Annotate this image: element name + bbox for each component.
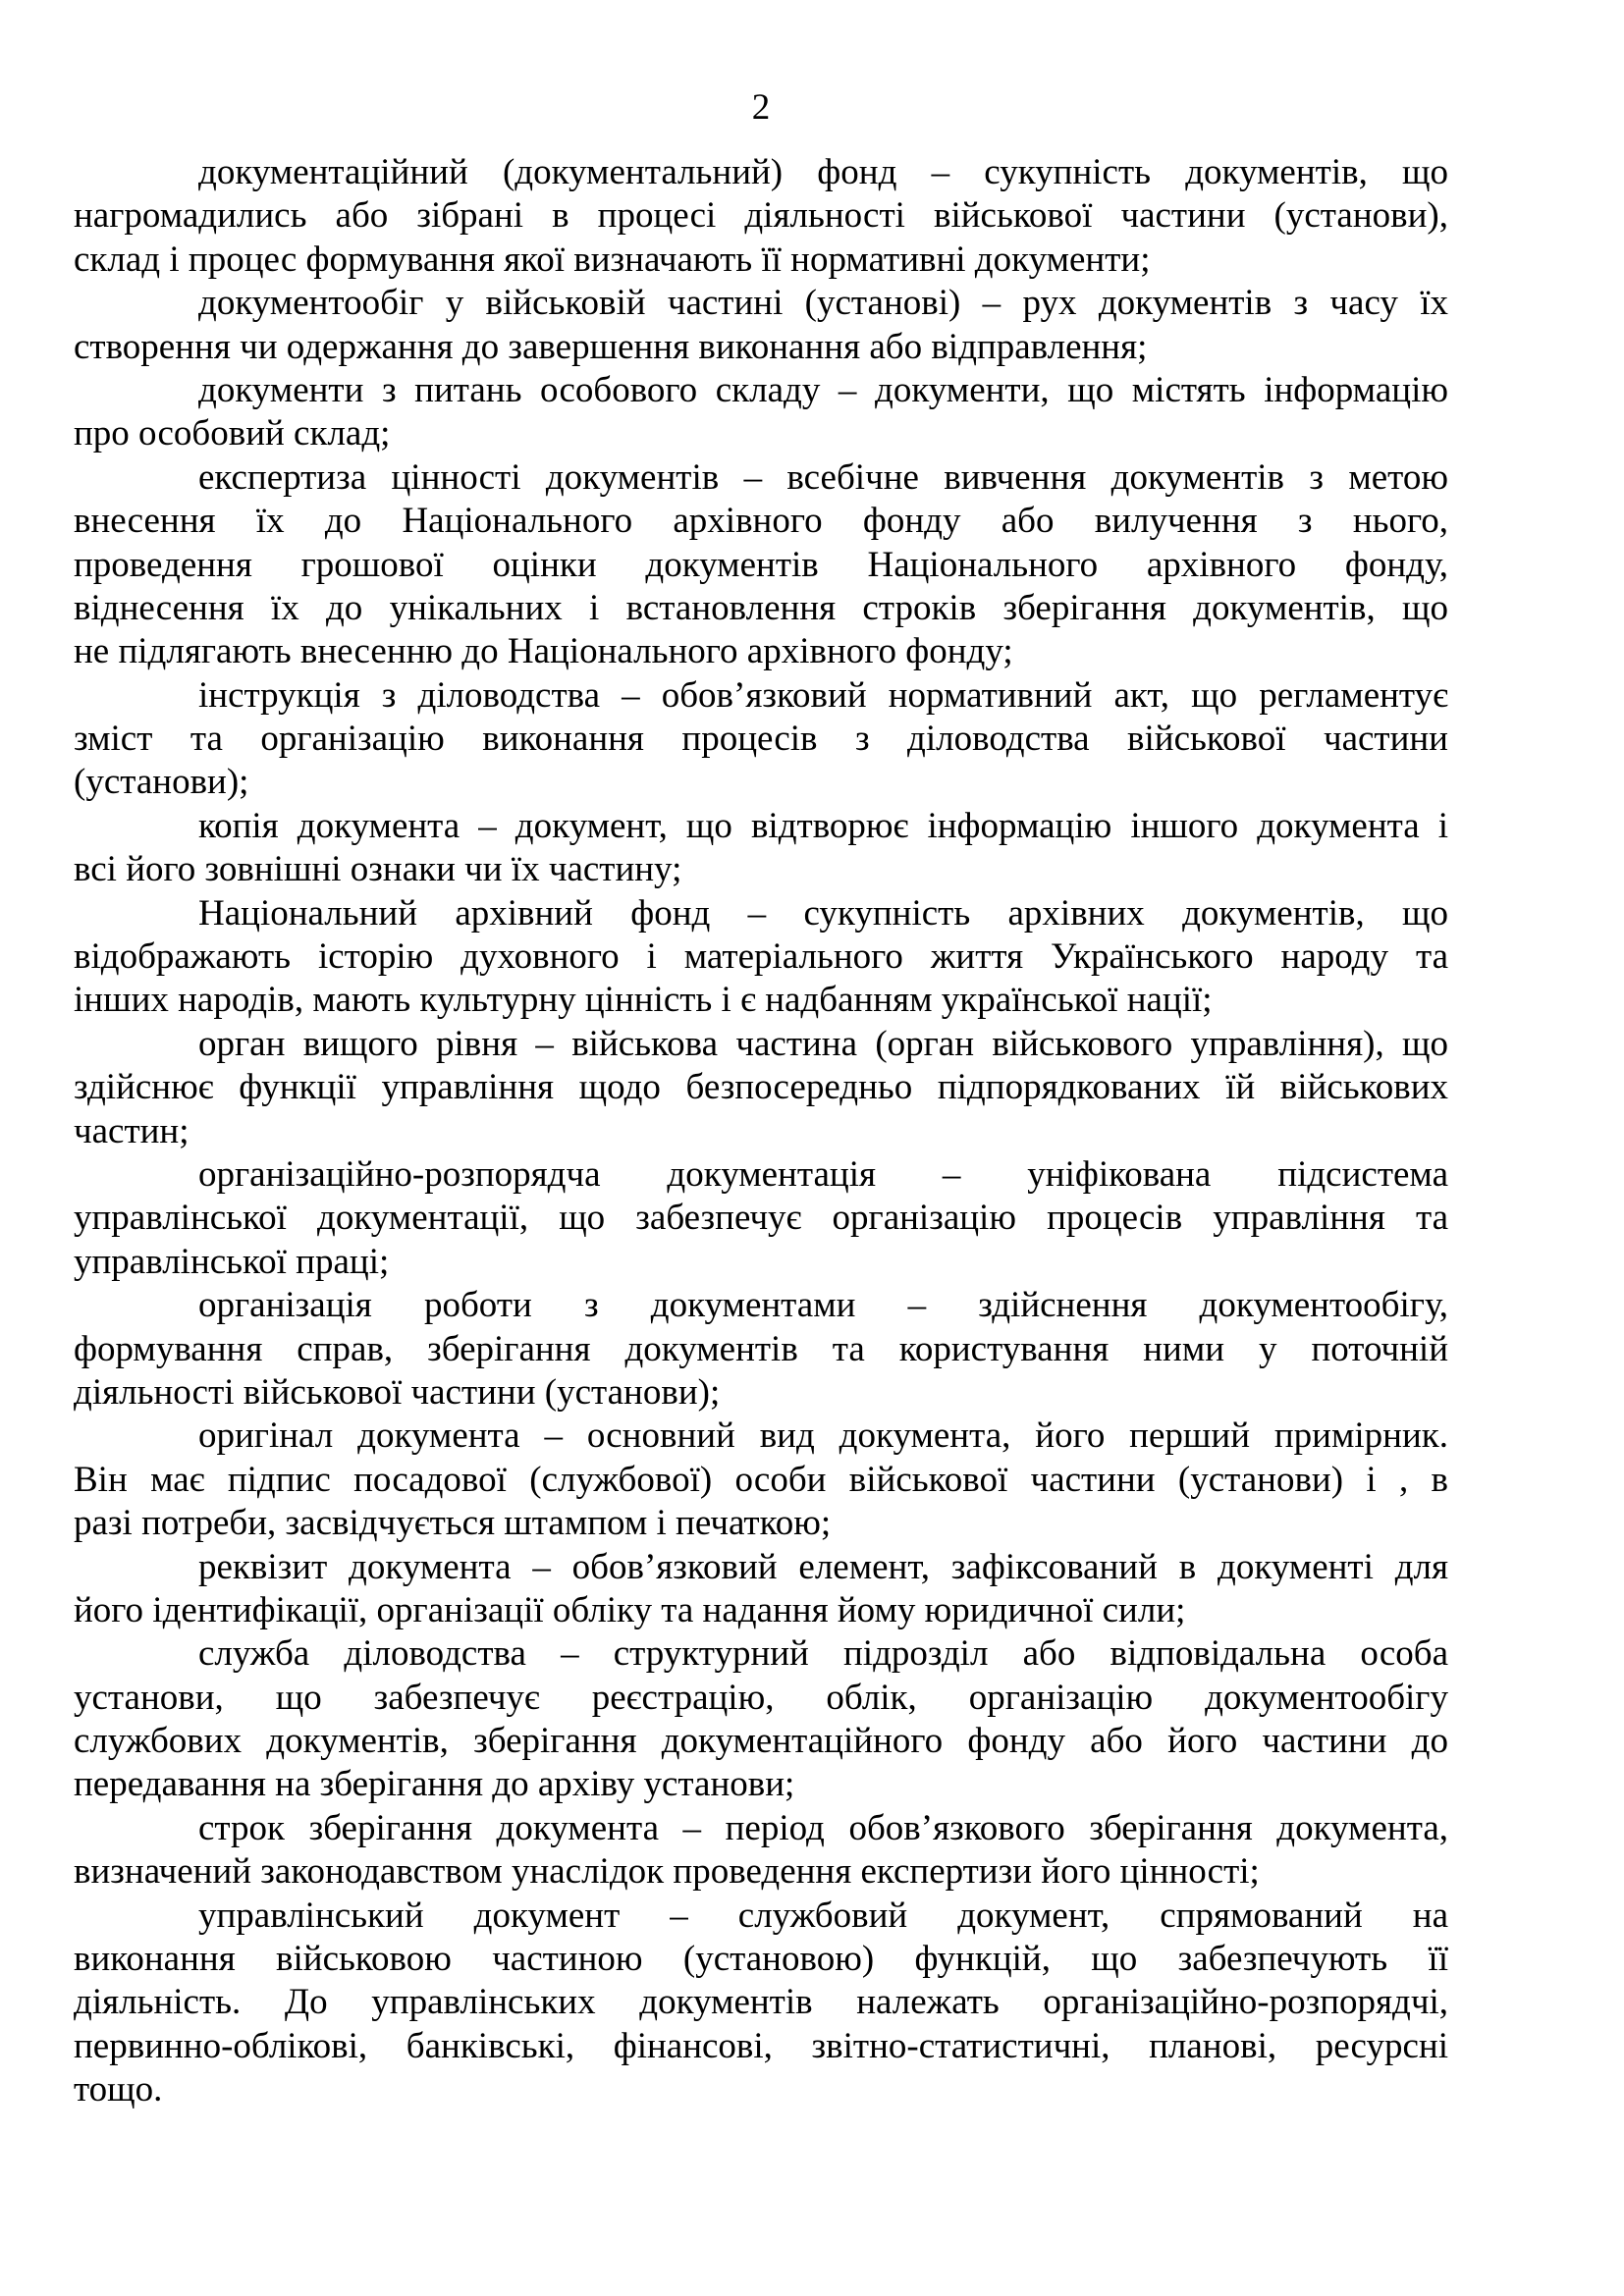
paragraph-line: управлінської документації, що забезпечує організацію процесів управління та	[74, 1198, 1448, 1239]
paragraph-line: діяльність. До управлінських документів належать організаційно-розпорядчі,	[74, 1982, 1448, 2023]
paragraph-line: первинно-облікові, банківські, фінансові, звітно-статистичні, планові, ресурсні	[74, 2025, 1448, 2066]
paragraph	[74, 805, 1448, 892]
paragraph-line: частин;	[74, 1110, 189, 1151]
paragraph-line: внесення їх до Національного архівного фонду або вилучення з нього,	[74, 501, 1448, 542]
paragraph-line: Національний архівний фонд – сукупність архівних документів, що	[198, 892, 1448, 934]
paragraph	[74, 1023, 1448, 1153]
paragraph-line: реквізит документа – обов’язковий елемент, зафіксований в документі для	[198, 1546, 1448, 1587]
paragraph-line: всі його зовнішні ознаки чи їх частину;	[74, 849, 682, 890]
paragraph	[74, 674, 1448, 805]
paragraph	[74, 151, 1448, 282]
paragraph-line: документи з питань особового складу – документи, що містять інформацію	[198, 369, 1448, 410]
paragraph	[74, 892, 1448, 1023]
paragraph-line: управлінської праці;	[74, 1241, 390, 1282]
paragraph-line: формування справ, зберігання документів та користування ними у поточній	[74, 1328, 1448, 1369]
paragraph-line: створення чи одержання до завершення виконання або відправлення;	[74, 326, 1148, 367]
paragraph-line: документообіг у військовій частині (установі) – рух документів з часу їх	[198, 283, 1448, 324]
paragraph-line: склад і процес формування якої визначають її нормативні документи;	[74, 239, 1151, 280]
paragraph-line: інших народів, мають культурну цінність і є надбанням української нації;	[74, 980, 1213, 1021]
paragraph-line: експертиза цінності документів – всебічне вивчення документів з метою	[198, 456, 1448, 498]
paragraph	[74, 1415, 1448, 1545]
paragraph-line: визначений законодавством унаслідок проведення експертизи його цінності;	[74, 1851, 1260, 1893]
paragraph	[74, 1284, 1448, 1415]
paragraph	[74, 1895, 1448, 2112]
page-number: 2	[751, 87, 771, 128]
paragraph-line: разі потреби, засвідчується штампом і печаткою;	[74, 1503, 832, 1544]
paragraph-line: служба діловодства – структурний підрозділ або відповідальна особа	[198, 1633, 1448, 1675]
paragraph	[74, 1632, 1448, 1807]
paragraph-line: організаційно-розпорядча документація – уніфікована підсистема	[198, 1153, 1448, 1195]
paragraph-line: копія документа – документ, що відтворює інформацію іншого документа і	[198, 805, 1448, 846]
paragraph-line: тощо.	[74, 2069, 163, 2110]
paragraph-line: відображають історію духовного і матеріального життя Українського народу та	[74, 936, 1448, 978]
document-body	[74, 151, 1448, 2112]
paragraph-line: нагромадились або зібрані в процесі діяльності військової частини (установи),	[74, 195, 1448, 237]
paragraph-line: (установи);	[74, 762, 249, 803]
paragraph-line: здійснює функції управління щодо безпосередньо підпорядкованих їй військових	[74, 1067, 1448, 1108]
paragraph	[74, 282, 1448, 369]
paragraph	[74, 1807, 1448, 1895]
paragraph	[74, 369, 1448, 456]
paragraph-line: виконання військовою частиною (установою) функцій, що забезпечують її	[74, 1939, 1448, 1980]
paragraph-line: його ідентифікації, організації обліку та надання йому юридичної сили;	[74, 1589, 1186, 1630]
paragraph-line: управлінський документ – службовий документ, спрямований на	[198, 1895, 1448, 1936]
paragraph-line: проведення грошової оцінки документів Національного архівного фонду,	[74, 544, 1448, 585]
paragraph-line: орган вищого рівня – військова частина (орган військового управління), що	[198, 1023, 1448, 1064]
paragraph-line: не підлягають внесенню до Національного архівного фонду;	[74, 631, 1013, 672]
paragraph-line: діяльності військової частини (установи);	[74, 1371, 721, 1413]
paragraph-line: передавання на зберігання до архіву установи;	[74, 1764, 795, 1805]
paragraph-line: віднесення їх до унікальних і встановлення строків зберігання документів, що	[74, 587, 1448, 628]
paragraph-line: документаційний (документальний) фонд – сукупність документів, що	[198, 152, 1448, 192]
paragraph-line: зміст та організацію виконання процесів з діловодства військової частини	[74, 719, 1448, 760]
paragraph-line: установи, що забезпечує реєстрацію, облік, організацію документообігу	[74, 1677, 1448, 1718]
paragraph-line: строк зберігання документа – період обов’язкового зберігання документа,	[198, 1807, 1448, 1848]
paragraph-line: інструкція з діловодства – обов’язковий нормативний акт, що регламентує	[198, 674, 1448, 716]
paragraph	[74, 456, 1448, 674]
paragraph-line: оригінал документа – основний вид документа, його перший примірник.	[198, 1415, 1448, 1457]
paragraph	[74, 1153, 1448, 1284]
paragraph-line: Він має підпис посадової (службової) особи військової частини (установи) і , в	[74, 1459, 1448, 1500]
paragraph-line: про особовий склад;	[74, 413, 391, 454]
paragraph	[74, 1546, 1448, 1633]
paragraph-line: службових документів, зберігання документаційного фонду або його частини до	[74, 1721, 1448, 1762]
paragraph-line: організація роботи з документами – здійснення документообігу,	[198, 1285, 1448, 1326]
